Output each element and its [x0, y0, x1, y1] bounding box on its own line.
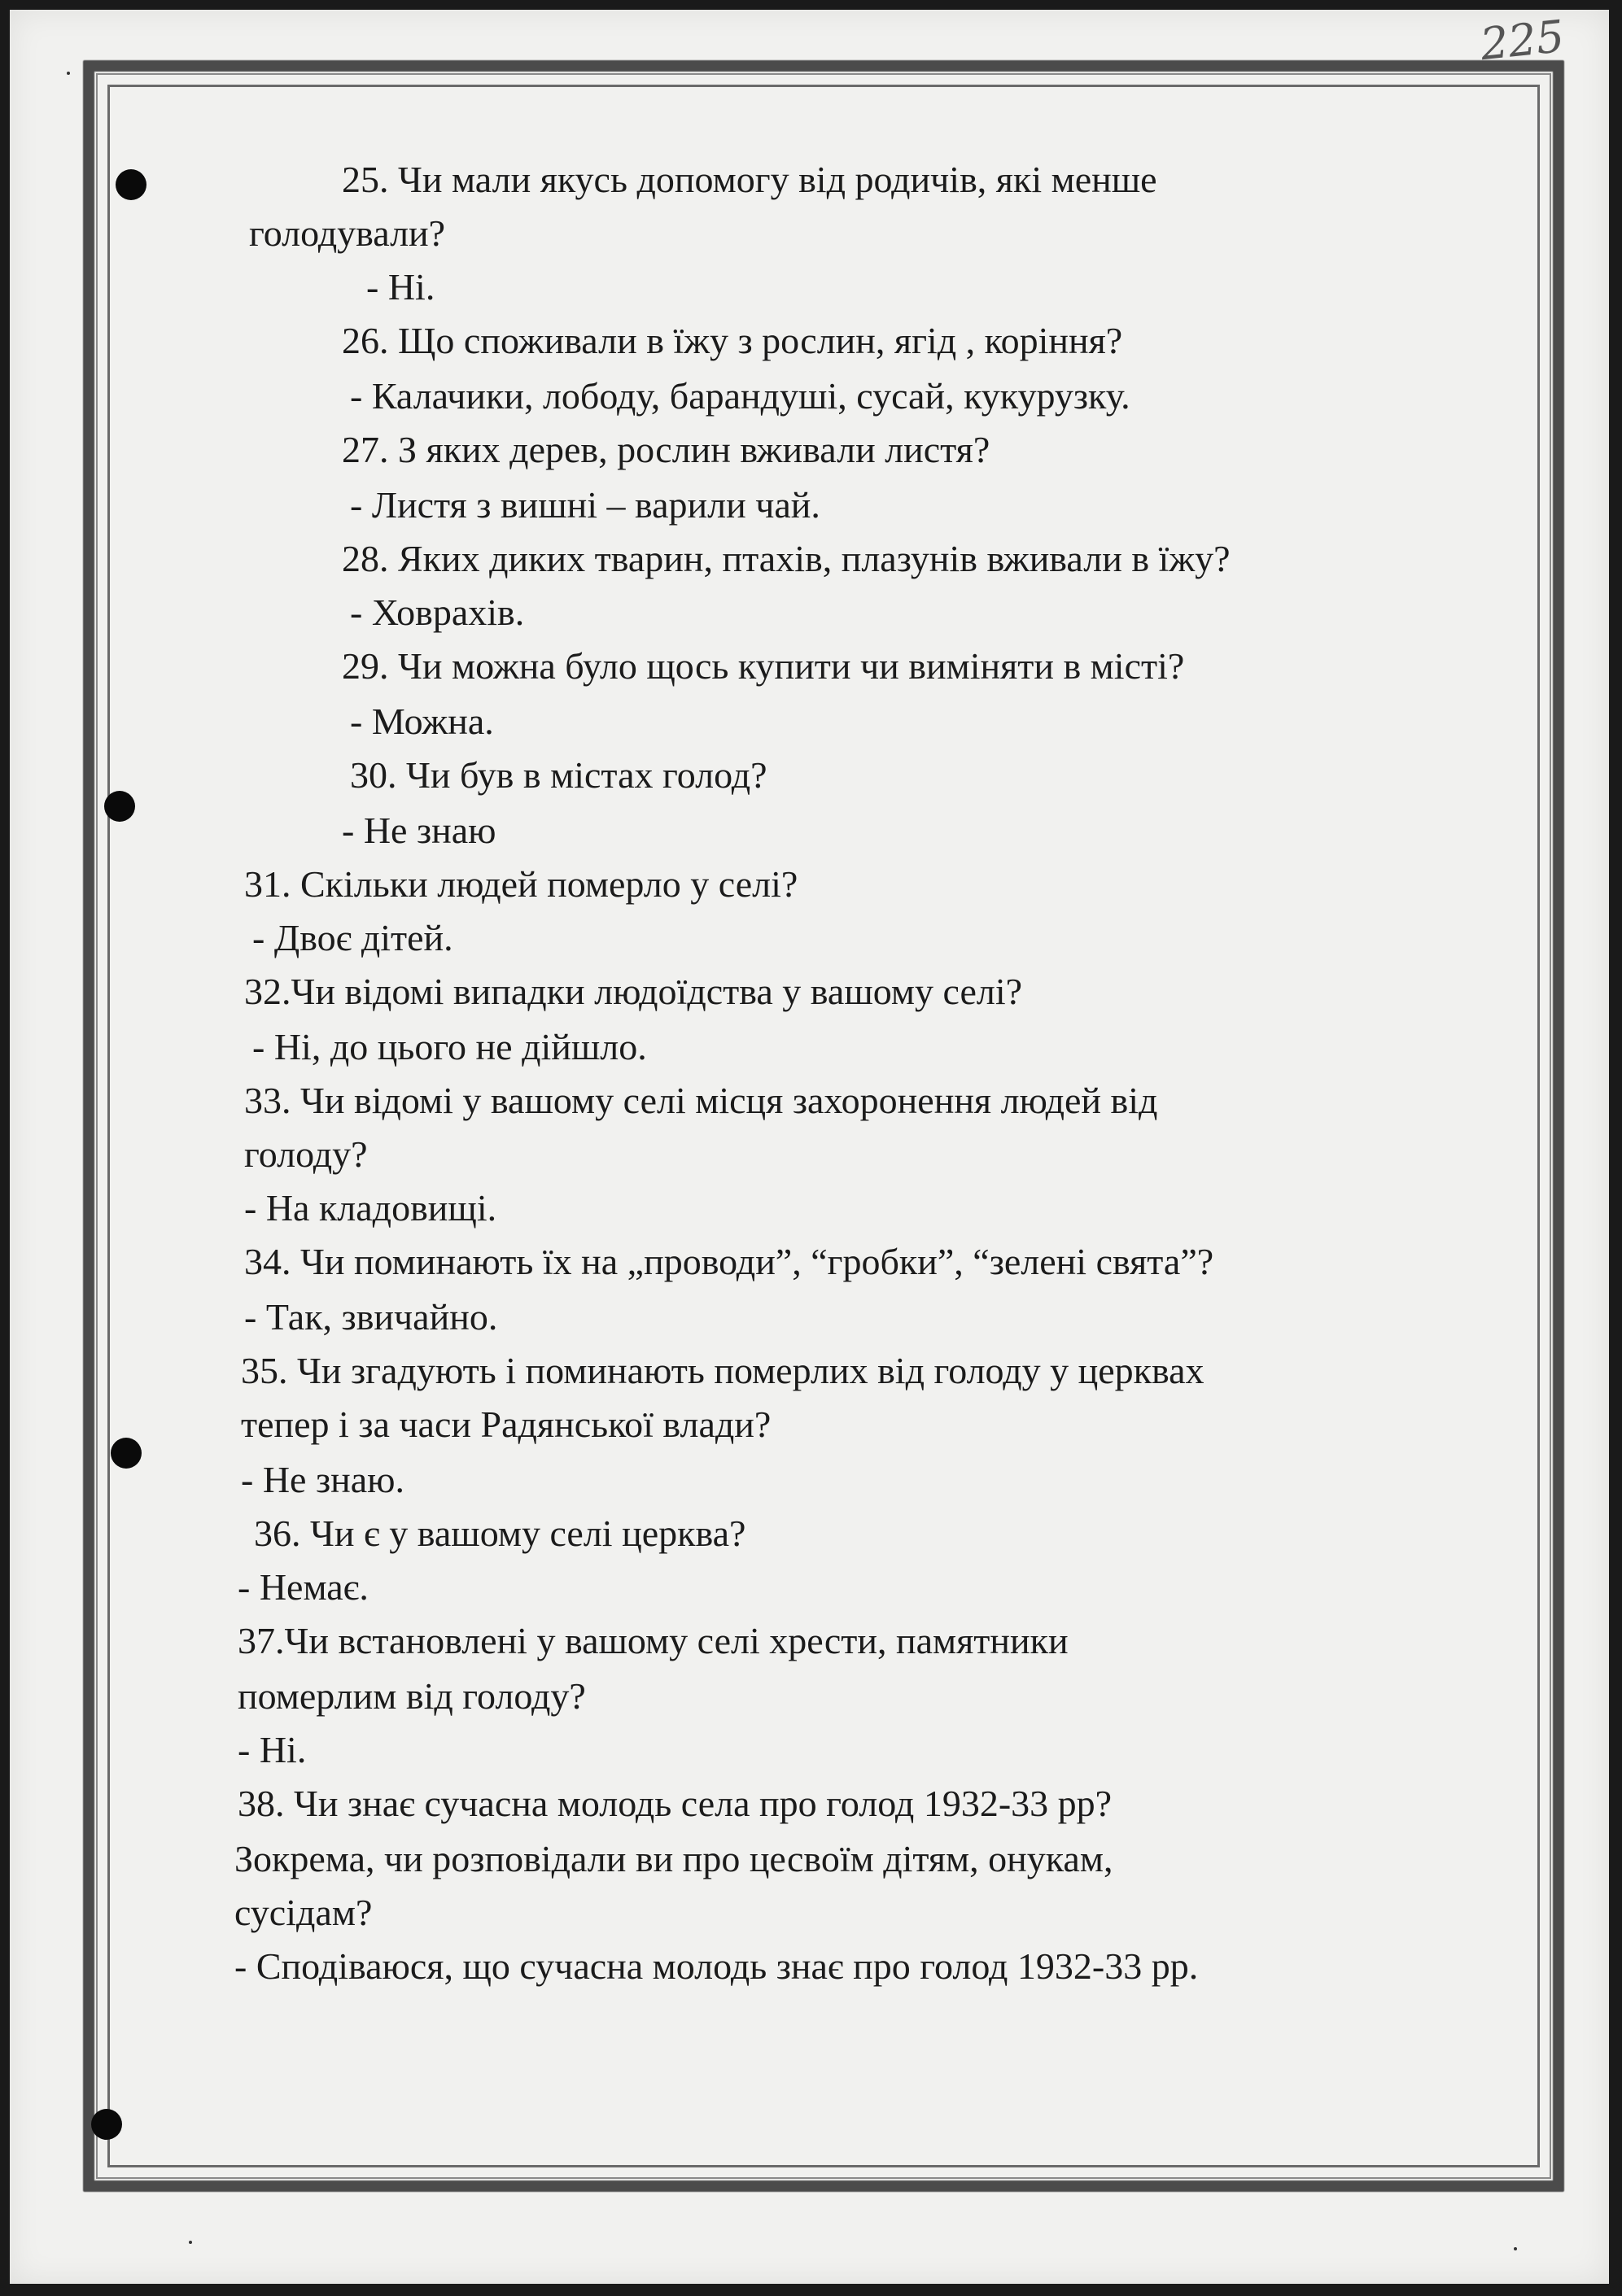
text-line: - Сподіваюся, що сучасна молодь знає про голод 1932-33 рр. [234, 1945, 1199, 1987]
text-line: 33. Чи відомі у вашому селі місця захоронення людей від [244, 1080, 1158, 1121]
text-line: - Ні. [238, 1729, 307, 1770]
text-line: - Листя з вишні – варили чай. [350, 484, 820, 526]
text-line: - На кладовищі. [244, 1187, 497, 1229]
text-line: Зокрема, чи розповідали ви про цесвоїм дітям, онукам, [234, 1838, 1113, 1879]
text-line: 35. Чи згадують і поминають померлих від голоду у церквах [241, 1350, 1204, 1391]
text-line: - Не знаю [342, 810, 496, 851]
text-line: 38. Чи знає сучасна молодь села про голод 1932-33 рр? [238, 1783, 1113, 1824]
page-number: 225 [1477, 10, 1567, 71]
text-line: 31. Скільки людей померло у селі? [244, 863, 798, 905]
text-line: - Ні, до цього не дійшло. [252, 1026, 647, 1067]
text-line: - Двоє дітей. [252, 917, 453, 958]
text-line: - Ховрахів. [350, 591, 525, 633]
text-line: тепер і за часи Радянської влади? [241, 1403, 772, 1445]
text-line: голоду? [244, 1133, 368, 1175]
text-line: 27. З яких дерев, рослин вживали листя? [342, 429, 990, 470]
text-line: померлим від голоду? [238, 1675, 586, 1717]
text-line: 29. Чи можна було щось купити чи виміняти в місті? [342, 645, 1185, 687]
text-line: 28. Яких диких тварин, птахів, плазунів вживали в їжу? [342, 538, 1231, 579]
text-line: - Калачики, лободу, барандуші, сусай, кукурузку. [350, 375, 1130, 417]
text-line: 37.Чи встановлені у вашому селі хрести, памятники [238, 1620, 1069, 1661]
text-line: - Не знаю. [241, 1459, 405, 1500]
text-line: - Можна. [350, 701, 494, 742]
text-line: - Так, звичайно. [244, 1296, 498, 1338]
text-line: голодували? [249, 212, 446, 254]
text-line: - Ні. [366, 266, 435, 308]
text-line: - Немає. [238, 1566, 369, 1608]
text-line: сусідам? [234, 1892, 373, 1933]
document-page [10, 10, 1609, 2284]
text-line: 36. Чи є у вашому селі церква? [254, 1512, 746, 1554]
questionnaire-text [10, 10, 1609, 2284]
text-line: 30. Чи був в містах голод? [350, 754, 767, 796]
text-line: 26. Що споживали в їжу з рослин, ягід , коріння? [342, 320, 1123, 361]
text-line: 25. Чи мали якусь допомогу від родичів, які менше [342, 159, 1157, 200]
text-line: 32.Чи відомі випадки людоїдства у вашому селі? [244, 971, 1023, 1012]
text-line: 34. Чи поминають їх на „проводи”, “гробки”, “зелені свята”? [244, 1241, 1214, 1282]
